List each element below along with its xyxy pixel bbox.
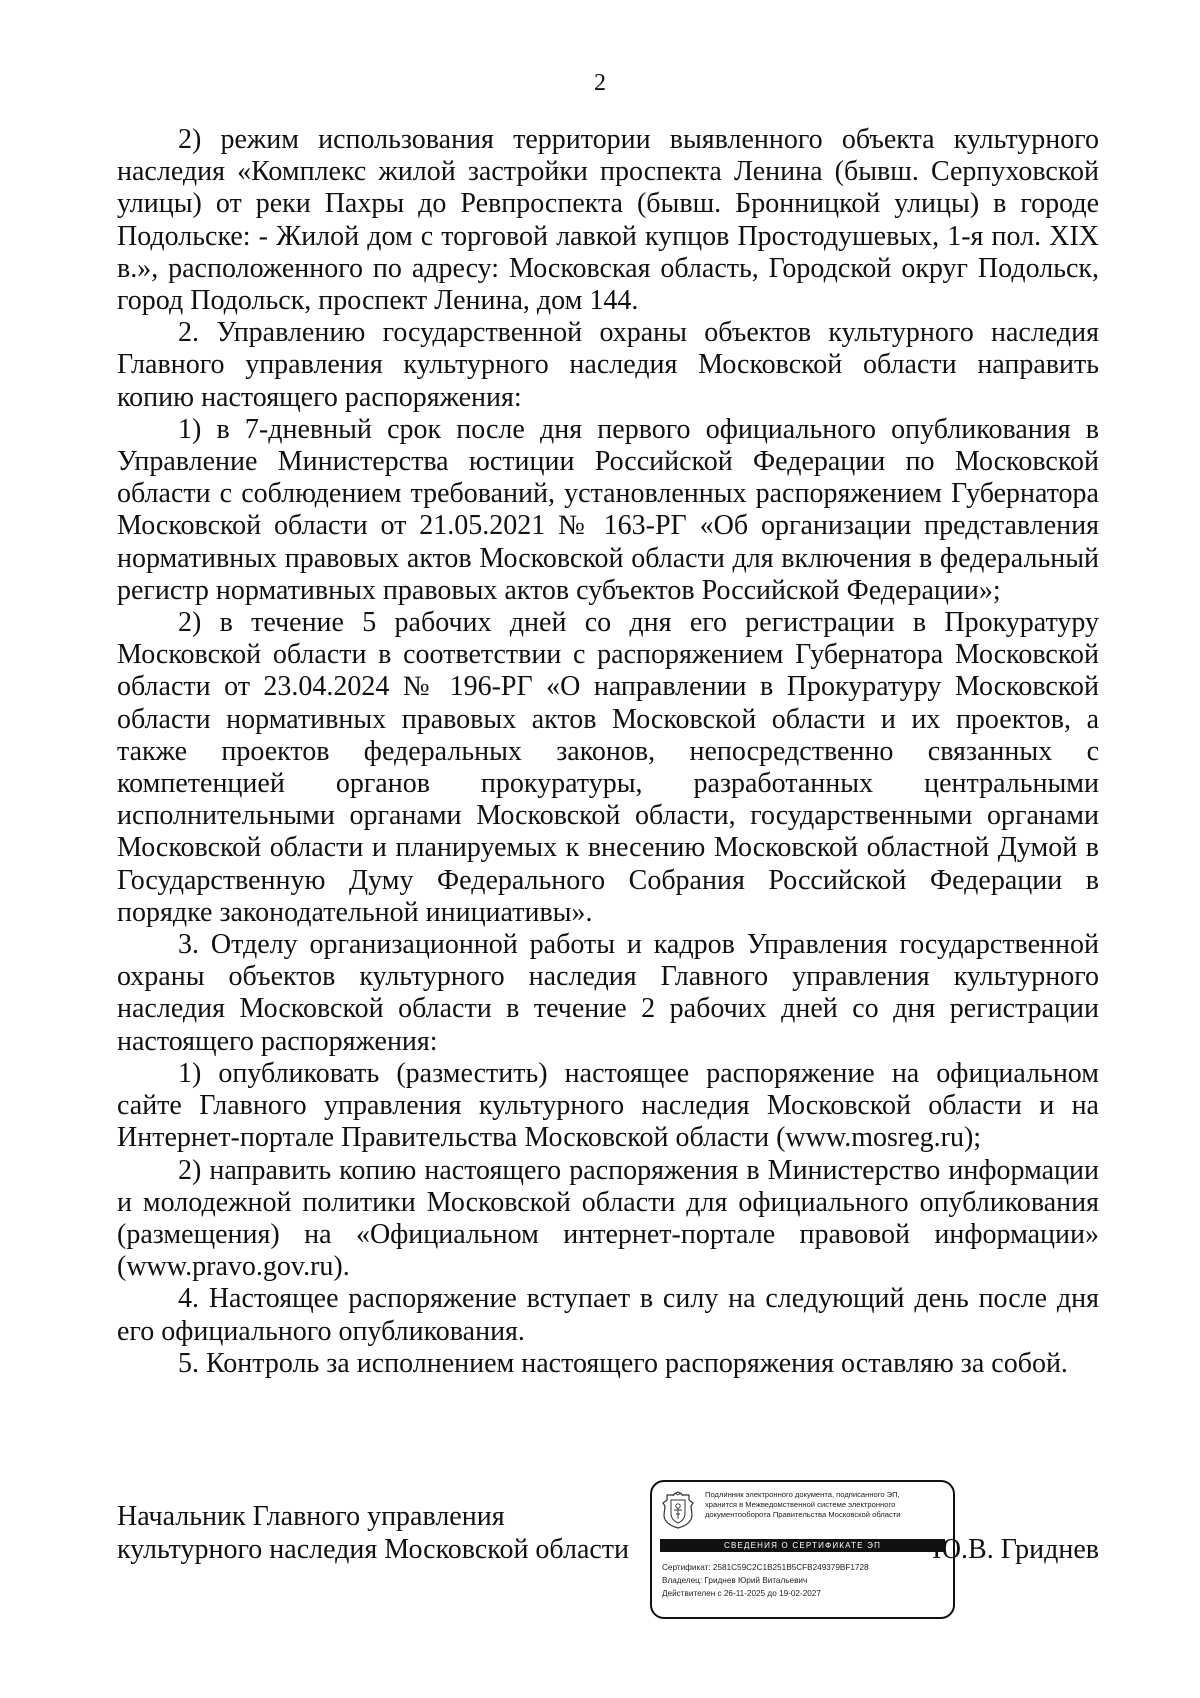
paragraph-section-5: 5. Контроль за исполнением настоящего распоряжения оставляю за собой. <box>178 1347 1068 1379</box>
stamp-certificate-number: Сертификат: 2581C59C2C1B251B5CFB249379BF1728 <box>662 1563 869 1572</box>
paragraph-section-2-item-1: 1) в 7-дневный срок после дня первого официального опубликования в Управление Министерства юстиции Российской Федерации по Московской области с соблюдением требований, установленных распоряжением Губернатора Московской области от 21.05.2021 № 163-РГ «Об организации представления нормативных правовых актов Московской области для включения в федеральный регистр нормативных правовых актов субъектов Российской Федерации»; <box>117 413 1099 606</box>
paragraph-section-2-item-2: 2) в течение 5 рабочих дней со дня его регистрации в Прокуратуру Московской области в соответствии с распоряжением Губернатора Московской области от 23.04.2024 № 196-РГ «О направлении в Прокуратуру Московской области нормативных правовых актов Московской области и их проектов, а также проектов федеральных законов, непосредственно связанных с компетенцией органов прокуратуры, разработанных центральными исполнительными органами Московской области, государственными органами Московской области и планируемых к внесению Московской областной Думой в Государственную Думу Федерального Собрания Российской Федерации в порядке законодательной инициативы». <box>117 607 1099 928</box>
paragraph-regime-item-2: 2) режим использования территории выявленного объекта культурного наследия «Комплекс жилой застройки проспекта Ленина (бывш. Серпуховской улицы) от реки Пахры до Ревпроспекта (бывш. Бронницкой улицы) в городе Подольске: - Жилой дом с торговой лавкой купцов Простодушевых, 1-я пол. XIX в.», расположенного по адресу: Московская область, Городской округ Подольск, город Подольск, проспект Ленина, дом 144. <box>117 124 1099 317</box>
stamp-certificate-header: СВЕДЕНИЯ О СЕРТИФИКАТЕ ЭП <box>660 1539 945 1552</box>
stamp-certificate-validity: Действителен с 26-11-2025 до 19-02-2027 <box>662 1589 821 1598</box>
page-number: 2 <box>594 70 606 96</box>
paragraph-section-3-item-1: 1) опубликовать (разместить) настоящее распоряжение на официальном сайте Главного управления культурного наследия Московской области и на Интернет-портале Правительства Московской области (www.mosreg.ru); <box>117 1057 1099 1154</box>
signer-title <box>117 1500 629 1566</box>
signature-block <box>117 1480 1099 1630</box>
signer-title-line-1: Начальник Главного управления <box>117 1501 505 1532</box>
paragraph-section-3: 3. Отделу организационной работы и кадров Управления государственной охраны объектов культурного наследия Главного управления культурного наследия Московской области в течение 2 рабочих дней со дня регистрации настоящего распоряжения: <box>117 929 1099 1057</box>
stamp-note <box>705 1490 949 1520</box>
stamp-certificate-owner: Владелец: Гриднев Юрий Витальевич <box>662 1576 808 1585</box>
document-body <box>117 124 1099 1380</box>
paragraph-section-4: 4. Настоящее распоряжение вступает в силу на следующий день после дня его официального опубликования. <box>117 1283 1099 1347</box>
paragraph-section-2: 2. Управлению государственной охраны объектов культурного наследия Главного управления культурного наследия Московской области направить копию настоящего распоряжения: <box>117 317 1099 413</box>
stamp-certificate-details <box>662 1561 947 1600</box>
signer-name: Ю.В. Гриднев <box>932 1534 1099 1565</box>
stamp-note-line-3: документооборота Правительства Московской области <box>705 1510 901 1519</box>
stamp-note-line-2: хранится в Межведомственной системе электронного <box>705 1500 896 1509</box>
signer-title-line-2: культурного наследия Московской области <box>117 1534 630 1565</box>
moscow-region-coat-of-arms-icon <box>662 1491 694 1529</box>
paragraph-section-3-item-2: 2) направить копию настоящего распоряжения в Министерство информации и молодежной политики Московской области для официального опубликования (размещения) на «Официальном интернет-портале правовой информации» (www.pravo.gov.ru). <box>117 1154 1099 1283</box>
electronic-signature-stamp <box>650 1480 955 1619</box>
stamp-note-line-1: Подлинник электронного документа, подписанного ЭП, <box>705 1490 900 1499</box>
